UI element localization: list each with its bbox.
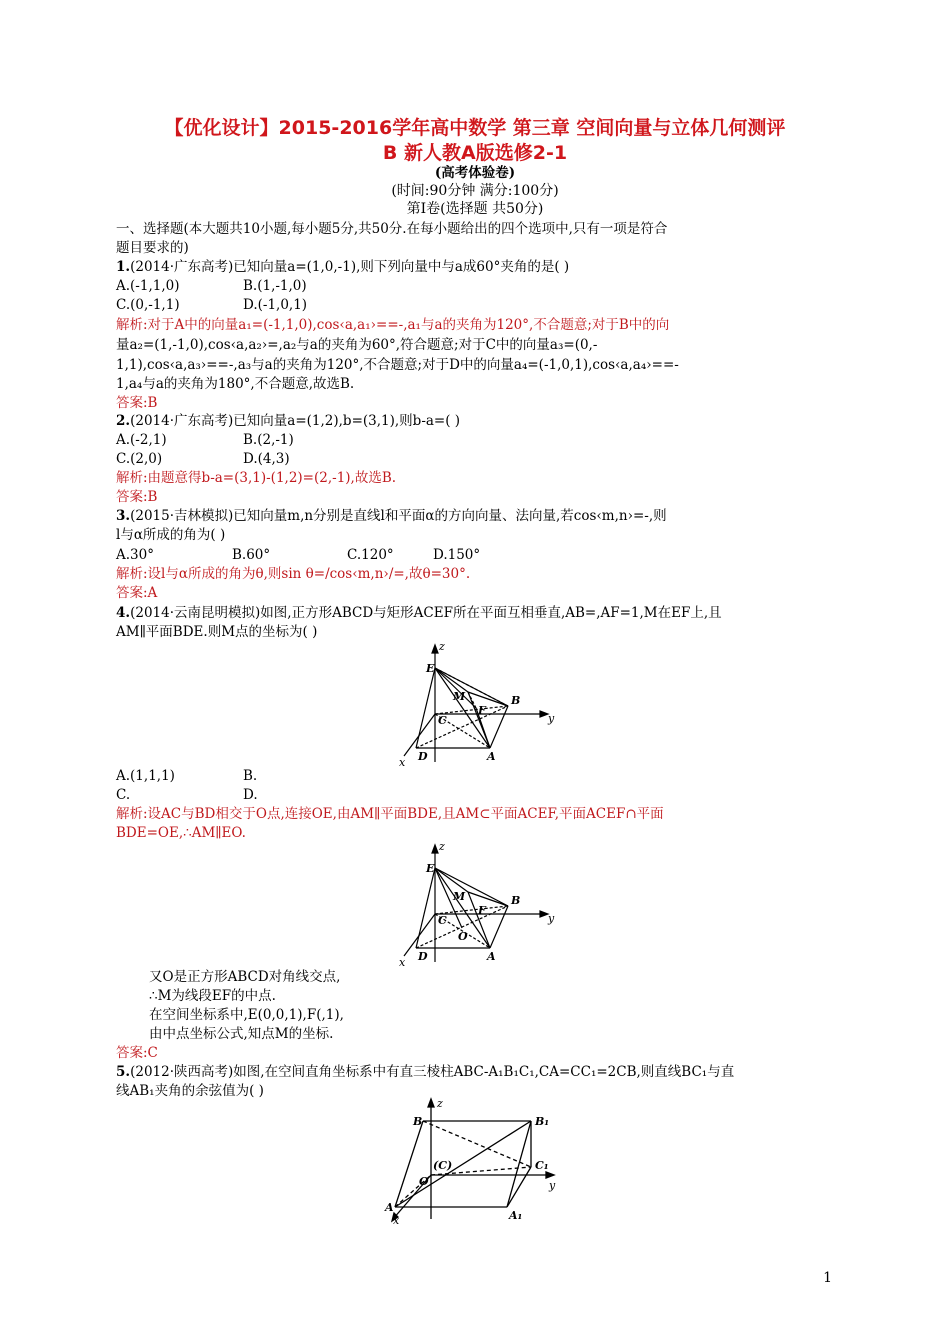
point-d-label-2: D	[418, 950, 428, 963]
q3-option-a: A.30°	[116, 547, 154, 563]
prism-b-label: B	[413, 1115, 423, 1128]
q2-stem: 2.(2014·广东高考)已知向量a=(1,2),b=(3,1),则b-a=( )	[116, 413, 461, 429]
q2-analysis: 解析:由题意得b-a=(3,1)-(1,2)=(2,-1),故选B.	[116, 470, 397, 486]
axis-y-label-3: y	[549, 1179, 556, 1192]
axis-z-label-3: z	[437, 1097, 443, 1110]
point-f-label: F	[478, 704, 486, 717]
axis-x-label-3: x	[393, 1214, 400, 1225]
section-heading-cont: 题目要求的)	[116, 240, 189, 256]
point-d-label: D	[418, 750, 428, 763]
point-f-label-2: F	[478, 904, 486, 917]
point-m-label-2: M	[453, 890, 466, 903]
point-b-label: B	[511, 694, 521, 707]
prism-b1-label: B₁	[535, 1115, 550, 1128]
q4-option-d: D.	[243, 787, 258, 803]
q2-option-a: A.(-2,1)	[116, 432, 167, 448]
q4-answer: 答案:C	[116, 1045, 158, 1061]
q4-after-3: 在空间坐标系中,E(0,0,1),F(,1),	[149, 1007, 344, 1023]
q3-option-c: C.120°	[347, 547, 394, 563]
q2-option-b: B.(2,-1)	[243, 432, 294, 448]
q4-option-c: C.	[116, 787, 131, 803]
q4-stem-cont: AM∥平面BDE.则M点的坐标为( )	[116, 624, 318, 640]
q1-option-a: A.(-1,1,0)	[116, 278, 180, 294]
q1-option-c: C.(0,-1,1)	[116, 297, 180, 313]
axis-z-label-2: z	[439, 842, 445, 853]
q1-analysis-1: 解析:对于A中的向量a₁=(-1,1,0),cos‹a,a₁›==-,a₁与a的夹角为120°,不合题意;对于B中的向	[116, 317, 670, 333]
q4-stem: 4.(2014·云南昆明模拟)如图,正方形ABCD与矩形ACEF所在平面互相垂直,AB=,AF=1,M在EF上,且	[116, 605, 722, 621]
part-heading: 第Ⅰ卷(选择题 共50分)	[406, 201, 544, 217]
q3-option-b: B.60°	[232, 547, 271, 563]
prism-o-label: O	[419, 1175, 429, 1188]
section-heading: 一、选择题(本大题共10小题,每小题5分,共50分.在每小题给出的四个选项中,只有一项是符合	[116, 221, 668, 237]
q4-option-b: B.	[243, 768, 258, 784]
prism-c1-label: C₁	[535, 1159, 549, 1172]
cube-figure-1	[398, 642, 560, 768]
doc-title-line1: 【优化设计】2015-2016学年高中数学 第三章 空间向量与立体几何测评	[164, 117, 786, 139]
axis-x-label-2: x	[399, 956, 406, 968]
axis-y-label-2: y	[548, 912, 555, 925]
q2-option-d: D.(4,3)	[243, 451, 290, 467]
point-o-label: O	[458, 930, 468, 943]
page-number: 1	[823, 1270, 832, 1286]
prism-c-label: (C)	[433, 1159, 453, 1172]
q5-stem-cont: 线AB₁夹角的余弦值为( )	[116, 1083, 264, 1099]
point-c-label-2: C	[438, 914, 447, 927]
prism-a-label: A	[385, 1201, 394, 1214]
point-a-label: A	[487, 750, 496, 763]
q1-analysis-2: 量a₂=(1,-1,0),cos‹a,a₂›=,a₂与a的夹角为60°,符合题意;对于C中的向量a₃=(0,-	[116, 337, 598, 353]
q4-after-2: ∴M为线段EF的中点.	[149, 988, 276, 1004]
prism-figure	[383, 1095, 573, 1225]
q1-analysis-3: 1,1),cos‹a,a₃›==-,a₃与a的夹角为120°,不合题意;对于D中的向量a₄=(-1,0,1),cos‹a,a₄›==-	[116, 357, 679, 373]
q1-stem: 1.(2014·广东高考)已知向量a=(1,0,-1),则下列向量中与a成60°夹角的是( )	[116, 259, 570, 275]
cube-figure-2	[398, 842, 560, 968]
q2-answer: 答案:B	[116, 489, 158, 505]
prism-a1-label: A₁	[509, 1209, 523, 1222]
q3-analysis: 解析:设l与α所成的角为θ,则sin θ=/cos‹m,n›/=,故θ=30°.	[116, 566, 471, 582]
q3-option-d: D.150°	[433, 547, 481, 563]
time-info: (时间:90分钟 满分:100分)	[391, 183, 559, 199]
q1-option-b: B.(1,-1,0)	[243, 278, 307, 294]
q3-stem-cont: l与α所成的角为( )	[116, 527, 226, 543]
doc-title-line2: B 新人教A版选修2-1	[382, 142, 568, 164]
q4-after-4: 由中点坐标公式,知点M的坐标.	[149, 1026, 334, 1042]
exam-type: (高考体验卷)	[434, 165, 516, 181]
q4-analysis-2: BDE=OE,∴AM∥EO.	[116, 825, 246, 841]
axis-z-label: z	[439, 642, 445, 653]
q5-stem: 5.(2012·陕西高考)如图,在空间直角坐标系中有直三棱柱ABC-A₁B₁C₁,CA=CC₁=2CB,则直线BC₁与直	[116, 1064, 735, 1080]
point-a-label-2: A	[487, 950, 496, 963]
q4-option-a: A.(1,1,1)	[116, 768, 175, 784]
q4-analysis-1: 解析:设AC与BD相交于O点,连接OE,由AM∥平面BDE,且AM⊂平面ACEF,平面ACEF∩平面	[116, 806, 664, 822]
point-c-label: C	[438, 714, 447, 727]
axis-y-label: y	[548, 712, 555, 725]
point-e-label: E	[426, 662, 435, 675]
point-e-label-2: E	[426, 862, 435, 875]
q2-option-c: C.(2,0)	[116, 451, 163, 467]
axis-x-label: x	[399, 756, 406, 768]
q1-answer: 答案:B	[116, 395, 158, 411]
point-m-label: M	[453, 690, 466, 703]
q1-analysis-4: 1,a₄与a的夹角为180°,不合题意,故选B.	[116, 376, 355, 392]
q1-option-d: D.(-1,0,1)	[243, 297, 308, 313]
q3-stem: 3.(2015·吉林模拟)已知向量m,n分别是直线l和平面α的方向向量、法向量,若cos‹m,n›=-,则	[116, 508, 667, 524]
point-b-label-2: B	[511, 894, 521, 907]
q3-answer: 答案:A	[116, 585, 158, 601]
q4-after-1: 又O是正方形ABCD对角线交点,	[149, 969, 341, 985]
